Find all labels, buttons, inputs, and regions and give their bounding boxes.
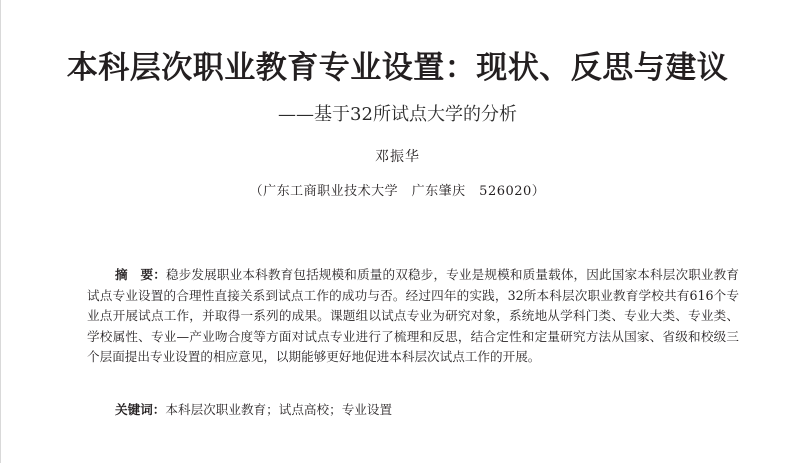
paper-subtitle: ——基于32所试点大学的分析 [278, 104, 517, 125]
keywords-label: 关键词： [115, 402, 166, 417]
abstract-paragraph [87, 265, 739, 368]
paper-author: 邓振华 [375, 149, 420, 165]
keywords-line [115, 400, 735, 420]
abstract-label: 摘 要： [115, 267, 166, 282]
paper-title: 本科层次职业教育专业设置：现状、反思与建议 [66, 50, 729, 86]
author-affiliation: （广东工商职业技术大学 广东肇庆 526020） [249, 184, 546, 199]
abstract-text: 稳步发展职业本科教育包括规模和质量的双稳步，专业是规模和质量载体，因此国家本科层次职业教育试点专业设置的合理性直接关系到试点工作的成功与否。经过四年的实践，32所本科层次职业教育学校共有616个专业点开展试点工作，并取得一系列的成果。课题组以试点专业为研究对象，系统地从学科门类、专业大类、专业类、学校属性、专业—产业吻合度等方面对试点专业进行了梳理和反思，结合定性和定量研究方法从国家、省级和校级三个层面提出专业设置的相应意见，以期能够更好地促进本科层次试点工作的开展。 [87, 267, 740, 365]
keywords-text: 本科层次职业教育；试点高校；专业设置 [165, 402, 393, 417]
